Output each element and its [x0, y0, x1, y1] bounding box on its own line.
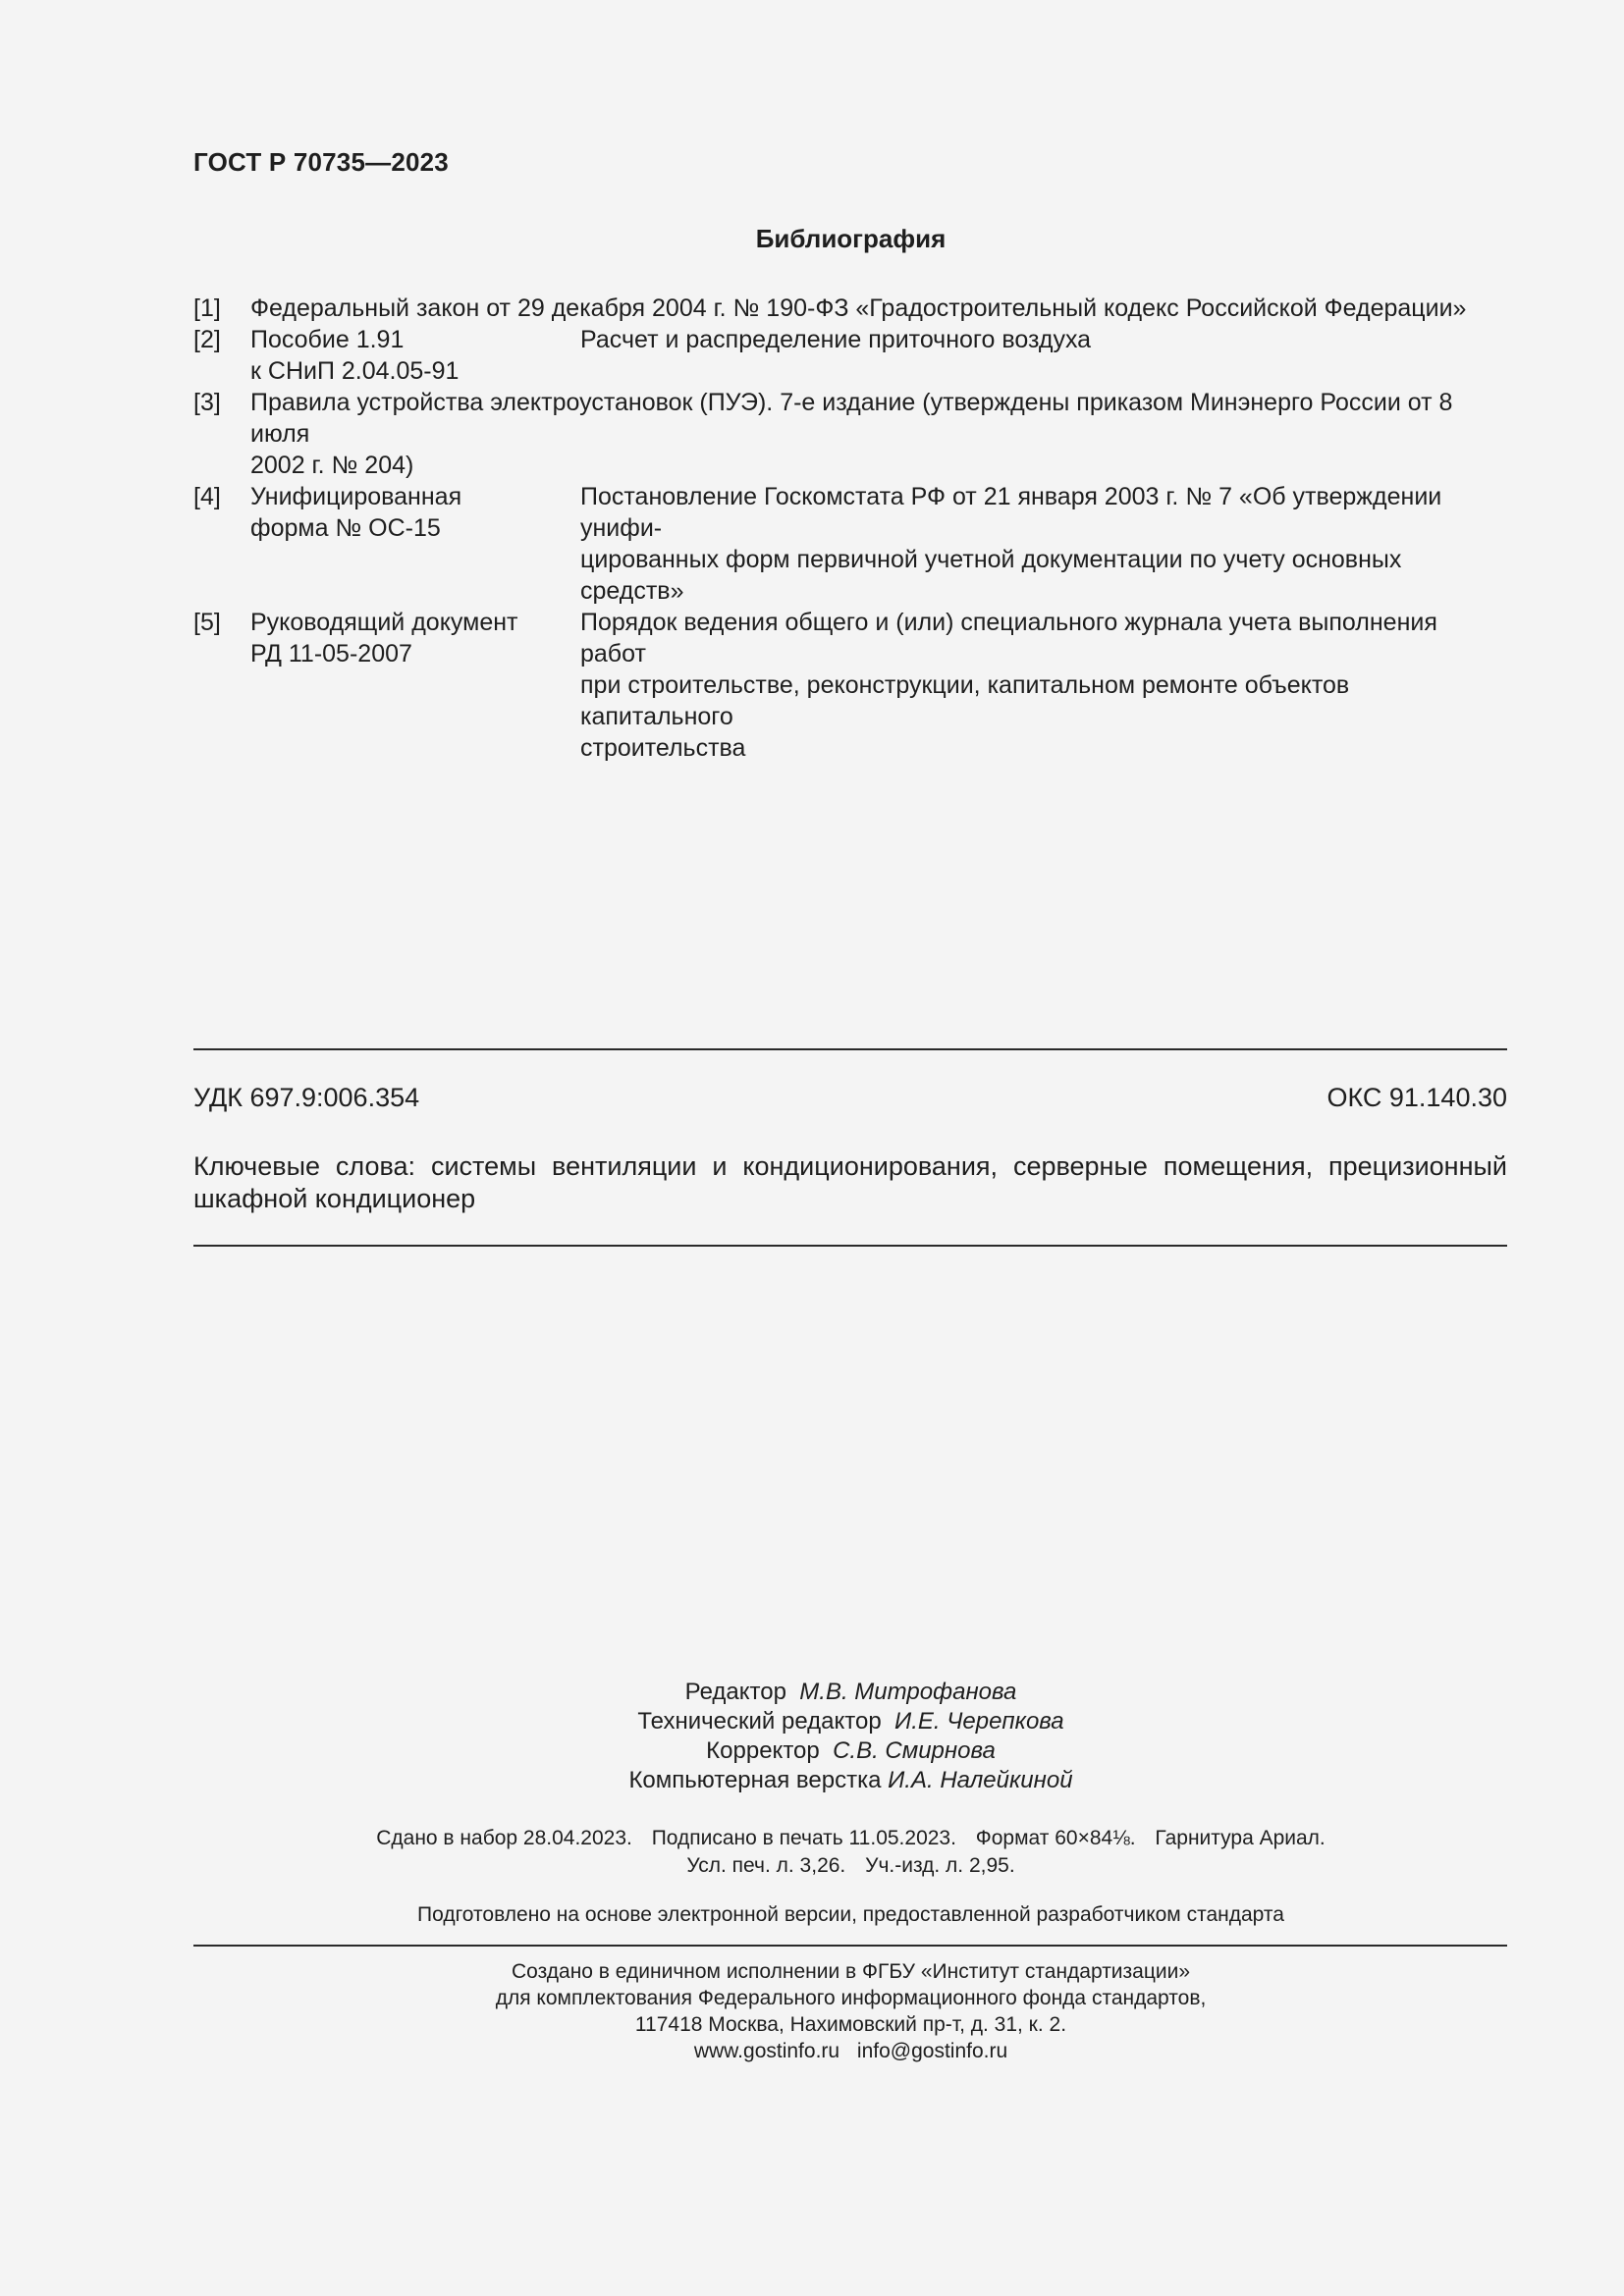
typeface: Гарнитура Ариал. — [1155, 1827, 1326, 1849]
credit-role: Корректор — [706, 1737, 820, 1764]
ref-document-id-line: форма № ОС-15 — [250, 514, 441, 542]
footer-line: для комплектования Федерального информационного фонда стандартов, — [495, 1987, 1207, 2009]
ref-document-title — [580, 324, 1507, 387]
typeset-date: Сдано в набор 28.04.2023. — [376, 1827, 632, 1849]
credit-role: Редактор — [684, 1679, 786, 1705]
ref-document-id-line: Унифицированная — [250, 483, 462, 510]
oks-code: ОКС 91.140.30 — [1326, 1083, 1507, 1112]
credit-proofreader — [0, 1736, 1624, 1766]
bibliography-item — [193, 481, 1507, 607]
bibliography-item — [193, 324, 1507, 387]
keywords-line: Ключевые слова: системы вентиляции и кондиционирования, серверные помещения, прецизионный — [193, 1151, 1507, 1181]
divider — [193, 1245, 1507, 1247]
publishing-sheets: Уч.-изд. л. 2,95. — [865, 1854, 1015, 1877]
document-code: ГОСТ Р 70735—2023 — [193, 147, 449, 177]
ref-document-title-line: при строительстве, реконструкции, капитальном ремонте объектов капитального — [580, 671, 1350, 730]
credit-name: С.В. Смирнова — [833, 1737, 996, 1764]
footer-line: 117418 Москва, Нахимовский пр-т, д. 31, к. 2. — [634, 2013, 1067, 2036]
print-info — [0, 1825, 1624, 1880]
ref-number: [5] — [193, 609, 221, 636]
ref-document-id-line: Пособие 1.91 — [250, 326, 405, 353]
ref-document-id-line: Руководящий документ — [250, 609, 518, 636]
prepared-note: Подготовлено на основе электронной версии, предоставленной разработчиком стандарта — [417, 1903, 1284, 1926]
ref-document-title — [580, 607, 1507, 764]
footer-contacts — [0, 2038, 1624, 2064]
ref-number: [3] — [193, 389, 221, 416]
credit-name: И.А. Налейкиной — [888, 1767, 1073, 1793]
ref-document-id-line: РД 11-05-2007 — [250, 640, 412, 667]
keywords-line: шкафной кондиционер — [193, 1184, 476, 1213]
print-info-line — [0, 1852, 1624, 1880]
ref-document-title-line: цированных форм первичной учетной документации по учету основных средств» — [580, 546, 1402, 605]
ref-number: [4] — [193, 483, 221, 510]
credit-name: И.Е. Черепкова — [894, 1708, 1064, 1735]
ref-document-title — [580, 481, 1507, 607]
ref-text-line: 2002 г. № 204) — [250, 452, 414, 479]
paper-format: Формат 60×84⅛. — [975, 1827, 1136, 1849]
ref-document-id — [250, 481, 580, 607]
ref-document-title-line: строительства — [580, 734, 746, 762]
ref-document-id-line: к СНиП 2.04.05-91 — [250, 357, 460, 385]
ref-document-title-line: Расчет и распределение приточного воздуха — [580, 326, 1092, 353]
bibliography-item — [193, 293, 1507, 324]
credit-role: Технический редактор — [637, 1708, 882, 1735]
credit-editor — [0, 1678, 1624, 1707]
website-link[interactable]: www.gostinfo.ru — [693, 2040, 840, 2062]
print-sheets: Усл. печ. л. 3,26. — [686, 1854, 846, 1877]
bibliography-item — [193, 387, 1507, 481]
ref-document-title-line: Порядок ведения общего и (или) специального журнала учета выполнения работ — [580, 609, 1437, 667]
credit-role: Компьютерная верстка — [628, 1767, 882, 1793]
ref-text: Федеральный закон от 29 декабря 2004 г. № 190-ФЗ «Градостроительный кодекс Российской Федерации» — [250, 294, 1467, 322]
bibliography-title: Библиография — [755, 224, 947, 253]
bibliography-list — [193, 293, 1507, 764]
credit-tech-editor — [0, 1707, 1624, 1736]
ref-text-line: Правила устройства электроустановок (ПУЭ). 7-е издание (утверждены приказом Минэнерго России от 8 июля — [250, 389, 1453, 448]
ref-document-id — [250, 607, 580, 764]
udk-code: УДК 697.9:006.354 — [193, 1083, 420, 1112]
credits-block — [0, 1678, 1624, 1795]
ref-document-title-line: Постановление Госкомстата РФ от 21 января 2003 г. № 7 «Об утверждении унифи- — [580, 483, 1442, 542]
ref-text — [250, 387, 1507, 481]
ref-document-id — [250, 324, 580, 387]
publisher-footer — [0, 1958, 1624, 2064]
ref-number: [1] — [193, 294, 221, 322]
footer-line: Создано в единичном исполнении в ФГБУ «Институт стандартизации» — [511, 1960, 1191, 1983]
email-link[interactable]: info@gostinfo.ru — [856, 2040, 1008, 2062]
print-info-line — [0, 1825, 1624, 1852]
credit-name: М.В. Митрофанова — [799, 1679, 1017, 1705]
ref-number: [2] — [193, 326, 221, 353]
keywords — [193, 1150, 1507, 1215]
bibliography-item — [193, 607, 1507, 764]
divider — [193, 1048, 1507, 1050]
signed-date: Подписано в печать 11.05.2023. — [651, 1827, 956, 1849]
divider — [193, 1945, 1507, 1947]
credit-layout — [0, 1766, 1624, 1795]
